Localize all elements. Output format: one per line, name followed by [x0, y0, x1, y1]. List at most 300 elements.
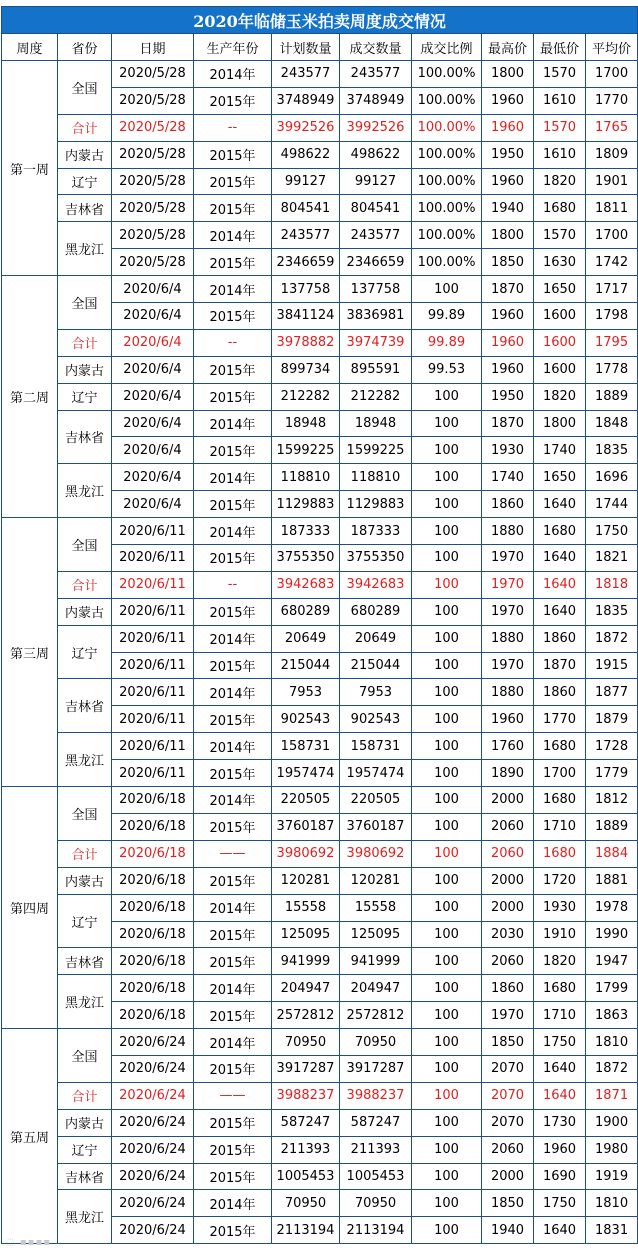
cell-low: 1740: [534, 437, 586, 464]
cell-year: 2015年: [194, 948, 272, 975]
cell-high: 1860: [482, 491, 534, 518]
cell-year: 2015年: [194, 1002, 272, 1029]
cell-week: 第三周: [2, 518, 58, 787]
cell-week: 第一周: [2, 61, 58, 276]
cell-avg: 1889: [586, 383, 638, 410]
total-row: [2, 840, 638, 867]
cell-week: 第五周: [2, 1029, 58, 1244]
cell-deal: 118810: [340, 464, 412, 491]
cell-ratio: 100: [412, 598, 482, 625]
cell-province: 辽宁: [58, 894, 112, 948]
cell-high: 1860: [482, 975, 534, 1002]
cell-deal: 215044: [340, 652, 412, 679]
cell-high: 1960: [482, 329, 534, 356]
cell-week: 第二周: [2, 276, 58, 518]
cell-avg: 1818: [586, 571, 638, 598]
cell-high: 1800: [482, 222, 534, 249]
auction-table: [1, 6, 638, 1244]
cell-avg: 1717: [586, 276, 638, 303]
col-header-year: 生产年份: [194, 34, 272, 61]
cell-deal: 243577: [340, 61, 412, 88]
cell-low: 1770: [534, 706, 586, 733]
cell-province: 黑龙江: [58, 733, 112, 787]
cell-deal: 2572812: [340, 1002, 412, 1029]
cell-deal: 587247: [340, 1109, 412, 1136]
cell-year: 2014年: [194, 975, 272, 1002]
cell-deal: 895591: [340, 356, 412, 383]
cell-year: 2014年: [194, 276, 272, 303]
cell-ratio: 100: [412, 437, 482, 464]
cell-low: 1820: [534, 168, 586, 195]
cell-low: 1710: [534, 1002, 586, 1029]
cell-avg: 1798: [586, 303, 638, 330]
cell-date: 2020/6/4: [112, 276, 194, 303]
cell-avg: 1831: [586, 1217, 638, 1244]
cell-avg: 1770: [586, 87, 638, 114]
cell-high: 2060: [482, 813, 534, 840]
cell-avg: 1871: [586, 1082, 638, 1109]
cell-ratio: 100: [412, 410, 482, 437]
cell-deal: 204947: [340, 975, 412, 1002]
cell-deal: 220505: [340, 787, 412, 814]
table-row: [2, 222, 638, 249]
cell-deal: 2346659: [340, 249, 412, 276]
cell-high: 1880: [482, 625, 534, 652]
cell-avg: 1978: [586, 894, 638, 921]
cell-high: 1970: [482, 571, 534, 598]
cell-deal: 498622: [340, 141, 412, 168]
cell-low: 1600: [534, 356, 586, 383]
cell-date: 2020/6/24: [112, 1109, 194, 1136]
cell-deal: 1005453: [340, 1163, 412, 1190]
cell-avg: 1900: [586, 1109, 638, 1136]
cell-ratio: 100: [412, 571, 482, 598]
cell-ratio: 100: [412, 1082, 482, 1109]
cell-avg: 1821: [586, 545, 638, 572]
cell-high: 1960: [482, 356, 534, 383]
watermark-logo: ◌ ▪▪▪▪: [6, 1237, 52, 1248]
cell-year: 2015年: [194, 760, 272, 787]
cell-deal: 804541: [340, 195, 412, 222]
table-row: [2, 598, 638, 625]
cell-province: 吉林省: [58, 679, 112, 733]
cell-low: 1610: [534, 141, 586, 168]
cell-deal: 1957474: [340, 760, 412, 787]
cell-plan: 211393: [272, 1136, 340, 1163]
cell-plan: 70950: [272, 1190, 340, 1217]
cell-year: 2015年: [194, 652, 272, 679]
cell-date: 2020/6/4: [112, 356, 194, 383]
cell-province: 全国: [58, 518, 112, 572]
cell-year: 2015年: [194, 545, 272, 572]
cell-date: 2020/5/28: [112, 141, 194, 168]
cell-plan: 2572812: [272, 1002, 340, 1029]
cell-low: 1650: [534, 464, 586, 491]
cell-province: 黑龙江: [58, 975, 112, 1029]
cell-deal: 3836981: [340, 303, 412, 330]
cell-ratio: 100: [412, 491, 482, 518]
col-header-province: 省份: [58, 34, 112, 61]
cell-plan: 243577: [272, 222, 340, 249]
cell-high: 1880: [482, 518, 534, 545]
cell-plan: 204947: [272, 975, 340, 1002]
cell-date: 2020/6/24: [112, 1163, 194, 1190]
cell-low: 1640: [534, 545, 586, 572]
cell-low: 1570: [534, 114, 586, 141]
cell-deal: 3748949: [340, 87, 412, 114]
cell-deal: 187333: [340, 518, 412, 545]
table-row: [2, 975, 638, 1002]
cell-plan: 1599225: [272, 437, 340, 464]
cell-date: 2020/6/24: [112, 1217, 194, 1244]
cell-date: 2020/6/11: [112, 545, 194, 572]
cell-date: 2020/6/18: [112, 921, 194, 948]
cell-date: 2020/6/4: [112, 383, 194, 410]
cell-year: 2014年: [194, 894, 272, 921]
cell-date: 2020/6/4: [112, 410, 194, 437]
cell-high: 1870: [482, 410, 534, 437]
cell-date: 2020/6/11: [112, 518, 194, 545]
cell-plan: 1005453: [272, 1163, 340, 1190]
cell-ratio: 100: [412, 894, 482, 921]
cell-year: 2015年: [194, 1163, 272, 1190]
table-row: [2, 867, 638, 894]
cell-plan: 899734: [272, 356, 340, 383]
cell-plan: 7953: [272, 679, 340, 706]
cell-ratio: 99.89: [412, 329, 482, 356]
cell-low: 1570: [534, 222, 586, 249]
total-row: [2, 329, 638, 356]
table-row: [2, 141, 638, 168]
cell-ratio: 100: [412, 625, 482, 652]
cell-ratio: 100: [412, 1163, 482, 1190]
table-title: 2020年临储玉米拍卖周度成交情况: [2, 7, 638, 34]
cell-ratio: 100.00%: [412, 168, 482, 195]
cell-year: 2015年: [194, 491, 272, 518]
cell-low: 1930: [534, 894, 586, 921]
cell-high: 2060: [482, 948, 534, 975]
cell-high: 2000: [482, 787, 534, 814]
cell-date: 2020/6/11: [112, 706, 194, 733]
cell-ratio: 100: [412, 1109, 482, 1136]
cell-avg: 1872: [586, 1055, 638, 1082]
cell-plan: 120281: [272, 867, 340, 894]
cell-year: 2015年: [194, 87, 272, 114]
cell-year: 2015年: [194, 141, 272, 168]
cell-plan: 15558: [272, 894, 340, 921]
cell-province: 吉林省: [58, 1163, 112, 1190]
cell-plan: 137758: [272, 276, 340, 303]
cell-ratio: 100: [412, 1055, 482, 1082]
cell-ratio: 100: [412, 1217, 482, 1244]
cell-low: 1640: [534, 1055, 586, 1082]
cell-date: 2020/5/28: [112, 168, 194, 195]
cell-high: 1930: [482, 437, 534, 464]
cell-date: 2020/6/18: [112, 867, 194, 894]
cell-low: 1680: [534, 787, 586, 814]
cell-avg: 1881: [586, 867, 638, 894]
cell-ratio: 100: [412, 276, 482, 303]
cell-date: 2020/6/11: [112, 760, 194, 787]
cell-date: 2020/6/18: [112, 894, 194, 921]
cell-date: 2020/6/18: [112, 975, 194, 1002]
cell-province: 吉林省: [58, 948, 112, 975]
cell-plan: 187333: [272, 518, 340, 545]
cell-year: 2015年: [194, 813, 272, 840]
table-row: [2, 168, 638, 195]
col-header-high: 最高价: [482, 34, 534, 61]
cell-avg: 1799: [586, 975, 638, 1002]
cell-province: 合计: [58, 329, 112, 356]
cell-ratio: 100: [412, 1029, 482, 1056]
cell-low: 1570: [534, 61, 586, 88]
cell-low: 1610: [534, 87, 586, 114]
cell-year: 2015年: [194, 1055, 272, 1082]
cell-avg: 1877: [586, 679, 638, 706]
cell-ratio: 100: [412, 840, 482, 867]
cell-low: 1640: [534, 571, 586, 598]
cell-avg: 1750: [586, 518, 638, 545]
cell-plan: 99127: [272, 168, 340, 195]
cell-province: 辽宁: [58, 168, 112, 195]
cell-date: 2020/6/4: [112, 491, 194, 518]
cell-date: 2020/6/18: [112, 813, 194, 840]
cell-ratio: 100: [412, 383, 482, 410]
cell-province: 黑龙江: [58, 464, 112, 518]
cell-plan: 1129883: [272, 491, 340, 518]
cell-year: 2014年: [194, 61, 272, 88]
cell-ratio: 100.00%: [412, 87, 482, 114]
cell-ratio: 100: [412, 679, 482, 706]
cell-avg: 1915: [586, 652, 638, 679]
cell-province: 辽宁: [58, 625, 112, 679]
cell-high: 1740: [482, 464, 534, 491]
cell-year: --: [194, 114, 272, 141]
cell-ratio: 100: [412, 813, 482, 840]
cell-ratio: 100: [412, 867, 482, 894]
cell-deal: 3755350: [340, 545, 412, 572]
cell-deal: 1599225: [340, 437, 412, 464]
table-row: [2, 1109, 638, 1136]
cell-date: 2020/6/11: [112, 652, 194, 679]
cell-year: 2015年: [194, 706, 272, 733]
cell-year: 2015年: [194, 867, 272, 894]
cell-date: 2020/5/28: [112, 222, 194, 249]
cell-high: 1960: [482, 706, 534, 733]
cell-plan: 2346659: [272, 249, 340, 276]
cell-low: 1710: [534, 813, 586, 840]
cell-deal: 99127: [340, 168, 412, 195]
cell-date: 2020/5/28: [112, 61, 194, 88]
cell-province: 全国: [58, 787, 112, 841]
cell-low: 1600: [534, 329, 586, 356]
cell-high: 2000: [482, 1163, 534, 1190]
cell-plan: 3988237: [272, 1082, 340, 1109]
cell-date: 2020/6/4: [112, 464, 194, 491]
col-header-date: 日期: [112, 34, 194, 61]
cell-high: 1800: [482, 61, 534, 88]
cell-date: 2020/6/11: [112, 679, 194, 706]
col-header-plan: 计划数量: [272, 34, 340, 61]
cell-year: 2014年: [194, 679, 272, 706]
cell-province: 辽宁: [58, 383, 112, 410]
cell-high: 1960: [482, 87, 534, 114]
cell-year: 2014年: [194, 222, 272, 249]
cell-plan: 587247: [272, 1109, 340, 1136]
cell-plan: 3992526: [272, 114, 340, 141]
cell-avg: 1863: [586, 1002, 638, 1029]
cell-deal: 1129883: [340, 491, 412, 518]
cell-ratio: 100: [412, 652, 482, 679]
cell-deal: 3760187: [340, 813, 412, 840]
cell-province: 内蒙古: [58, 867, 112, 894]
cell-ratio: 100: [412, 733, 482, 760]
cell-date: 2020/6/24: [112, 1082, 194, 1109]
cell-deal: 3917287: [340, 1055, 412, 1082]
table-row: [2, 733, 638, 760]
cell-low: 1860: [534, 679, 586, 706]
cell-date: 2020/6/4: [112, 329, 194, 356]
cell-ratio: 100.00%: [412, 141, 482, 168]
cell-low: 1870: [534, 652, 586, 679]
total-row: [2, 571, 638, 598]
cell-high: 1880: [482, 679, 534, 706]
cell-high: 2060: [482, 840, 534, 867]
cell-low: 1750: [534, 1190, 586, 1217]
table-row: [2, 1136, 638, 1163]
cell-high: 1760: [482, 733, 534, 760]
table-row: [2, 356, 638, 383]
cell-plan: 212282: [272, 383, 340, 410]
cell-low: 1680: [534, 195, 586, 222]
cell-avg: 1889: [586, 813, 638, 840]
cell-province: 内蒙古: [58, 598, 112, 625]
cell-avg: 1809: [586, 141, 638, 168]
cell-high: 1850: [482, 1029, 534, 1056]
cell-province: 辽宁: [58, 1136, 112, 1163]
cell-province: 内蒙古: [58, 356, 112, 383]
cell-ratio: 100.00%: [412, 61, 482, 88]
cell-date: 2020/6/4: [112, 437, 194, 464]
table-row: [2, 1029, 638, 1056]
cell-year: 2014年: [194, 787, 272, 814]
header-row: [2, 34, 638, 61]
cell-ratio: 100: [412, 921, 482, 948]
cell-year: 2014年: [194, 410, 272, 437]
total-row: [2, 114, 638, 141]
cell-plan: 3841124: [272, 303, 340, 330]
cell-low: 1820: [534, 948, 586, 975]
cell-date: 2020/6/24: [112, 1190, 194, 1217]
cell-year: ——: [194, 840, 272, 867]
cell-plan: 18948: [272, 410, 340, 437]
cell-low: 1640: [534, 598, 586, 625]
cell-low: 1640: [534, 491, 586, 518]
cell-low: 1640: [534, 1217, 586, 1244]
cell-ratio: 100: [412, 760, 482, 787]
cell-year: 2015年: [194, 249, 272, 276]
total-row: [2, 1082, 638, 1109]
cell-low: 1680: [534, 975, 586, 1002]
cell-avg: 1728: [586, 733, 638, 760]
cell-avg: 1744: [586, 491, 638, 518]
cell-avg: 1795: [586, 329, 638, 356]
cell-high: 1970: [482, 1002, 534, 1029]
cell-deal: 20649: [340, 625, 412, 652]
cell-plan: 243577: [272, 61, 340, 88]
cell-high: 2000: [482, 894, 534, 921]
cell-high: 1970: [482, 652, 534, 679]
cell-low: 1680: [534, 518, 586, 545]
cell-low: 1650: [534, 276, 586, 303]
cell-avg: 1990: [586, 921, 638, 948]
table-row: [2, 383, 638, 410]
cell-low: 1910: [534, 921, 586, 948]
cell-ratio: 100: [412, 464, 482, 491]
cell-year: 2015年: [194, 1109, 272, 1136]
cell-avg: 1696: [586, 464, 638, 491]
cell-plan: 70950: [272, 1029, 340, 1056]
cell-province: 合计: [58, 571, 112, 598]
cell-avg: 1742: [586, 249, 638, 276]
cell-ratio: 100.00%: [412, 222, 482, 249]
cell-avg: 1810: [586, 1029, 638, 1056]
table-row: [2, 1163, 638, 1190]
cell-plan: 680289: [272, 598, 340, 625]
cell-date: 2020/6/18: [112, 1002, 194, 1029]
cell-low: 1730: [534, 1109, 586, 1136]
cell-avg: 1879: [586, 706, 638, 733]
cell-avg: 1778: [586, 356, 638, 383]
cell-deal: 70950: [340, 1029, 412, 1056]
cell-date: 2020/6/24: [112, 1029, 194, 1056]
cell-date: 2020/6/11: [112, 598, 194, 625]
cell-low: 1960: [534, 1136, 586, 1163]
cell-high: 1850: [482, 1190, 534, 1217]
table-row: [2, 195, 638, 222]
cell-date: 2020/6/24: [112, 1136, 194, 1163]
cell-date: 2020/6/18: [112, 840, 194, 867]
cell-avg: 1765: [586, 114, 638, 141]
cell-high: 1960: [482, 168, 534, 195]
cell-province: 合计: [58, 1082, 112, 1109]
cell-high: 1940: [482, 1217, 534, 1244]
cell-avg: 1835: [586, 598, 638, 625]
cell-avg: 1779: [586, 760, 638, 787]
cell-province: 全国: [58, 61, 112, 115]
cell-high: 1890: [482, 760, 534, 787]
cell-province: 全国: [58, 1029, 112, 1083]
cell-date: 2020/5/28: [112, 249, 194, 276]
cell-date: 2020/6/11: [112, 625, 194, 652]
table-row: [2, 61, 638, 88]
cell-plan: 498622: [272, 141, 340, 168]
cell-avg: 1810: [586, 1190, 638, 1217]
cell-province: 黑龙江: [58, 222, 112, 276]
cell-deal: 211393: [340, 1136, 412, 1163]
cell-year: 2015年: [194, 168, 272, 195]
table-row: [2, 679, 638, 706]
table-row: [2, 1190, 638, 1217]
cell-high: 1950: [482, 383, 534, 410]
cell-year: --: [194, 329, 272, 356]
cell-date: 2020/6/11: [112, 733, 194, 760]
table-row: [2, 894, 638, 921]
col-header-deal: 成交数量: [340, 34, 412, 61]
cell-deal: 15558: [340, 894, 412, 921]
cell-deal: 158731: [340, 733, 412, 760]
cell-ratio: 100: [412, 1190, 482, 1217]
